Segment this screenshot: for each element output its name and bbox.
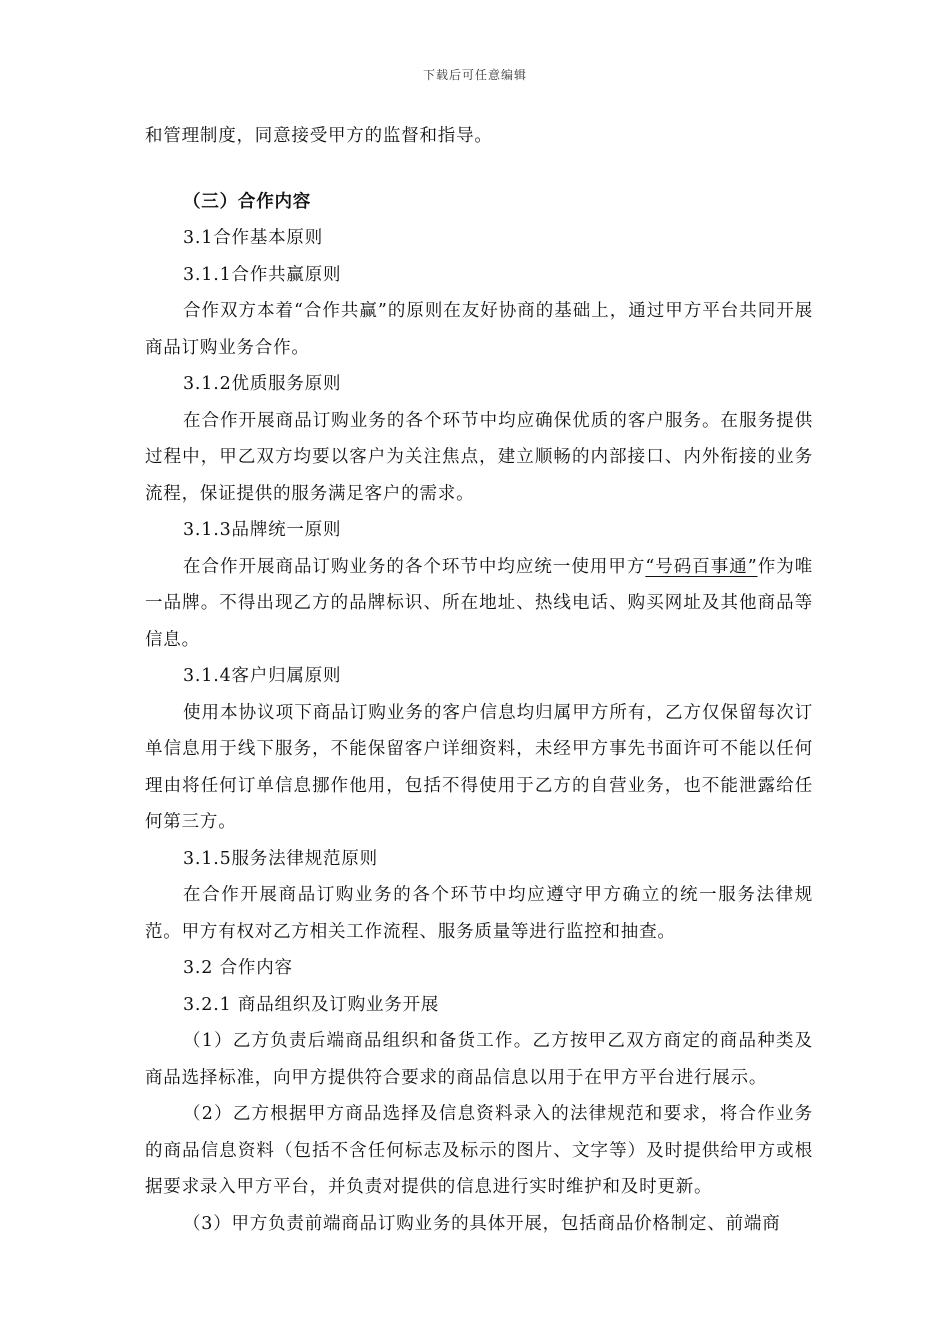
document-body (145, 118, 813, 1242)
section-title: （三）合作内容 (183, 191, 312, 212)
paragraph-item-1: （1）乙方负责后端商品组织和备货工作。乙方按甲乙双方商定的商品种类及商品选择标准，向甲方提供符合要求的商品信息以用于在甲方平台进行展示。 (145, 1031, 813, 1088)
heading-3-2: 3.2 合作内容 (183, 958, 293, 978)
heading-3-2-1: 3.2.1 商品组织及订购业务开展 (183, 994, 440, 1015)
heading-3-1-2: 3.1.2优质服务原则 (183, 374, 342, 394)
heading-3-1-1: 3.1.1合作共赢原则 (183, 264, 342, 285)
paragraph-item-2: （2）乙方根据甲方商品选择及信息资料录入的法律规范和要求，将合作业务的商品信息资料（包括不含任何标志及标示的图片、文字等）及时提供给甲方或根据要求录入甲方平台，并负责对提供的信息进行实时维护和及时更新。 (145, 1104, 813, 1197)
paragraph-3-1-3-part-a: 在合作开展商品订购业务的各个环节中均应统一使用甲方 (183, 556, 646, 577)
paragraph-3-1-5: 在合作开展商品订购业务的各个环节中均应遵守甲方确立的统一服务法律规范。甲方有权对乙方相关工作流程、服务质量等进行监控和抽查。 (145, 885, 813, 942)
paragraph-continuation: 和管理制度，同意接受甲方的监督和指导。 (145, 126, 493, 146)
paragraph-3-1-4: 使用本协议项下商品订购业务的客户信息均归属甲方所有，乙方仅保留每次订单信息用于线下服务，不能保留客户详细资料，未经甲方事先书面许可不能以任何理由将任何订单信息挪作他用，包括不得使用于乙方的自营业务，也不能泄露给任何第三方。 (145, 702, 813, 832)
brand-name-underlined: “号码百事通” (645, 556, 758, 577)
paragraph-3-1-3-part-b: 作为唯一品牌。不得出现乙方的品牌标识、所在地址、热线电话、购买网址及其他商品等信息。 (145, 556, 813, 650)
heading-3-1-3: 3.1.3品牌统一原则 (183, 520, 342, 540)
heading-3-1-5: 3.1.5服务法律规范原则 (183, 848, 378, 869)
paragraph-3-1-2: 在合作开展商品订购业务的各个环节中均应确保优质的客户服务。在服务提供过程中，甲乙双方均要以客户为关注焦点，建立顺畅的内部接口、内外衔接的业务流程，保证提供的服务满足客户的需求。 (145, 410, 813, 504)
heading-3-1-4: 3.1.4客户归属原则 (183, 666, 342, 686)
heading-3-1: 3.1合作基本原则 (183, 228, 324, 248)
paragraph-item-3: （3）甲方负责前端商品订购业务的具体开展，包括商品价格制定、前端商 (183, 1213, 781, 1234)
paragraph-3-1-1: 合作双方本着“合作共赢”的原则在友好协商的基础上，通过甲方平台共同开展商品订购业务合作。 (145, 301, 813, 358)
page-header: 下载后可任意编辑 (422, 68, 527, 82)
paragraph-3-1-3 (145, 549, 813, 659)
